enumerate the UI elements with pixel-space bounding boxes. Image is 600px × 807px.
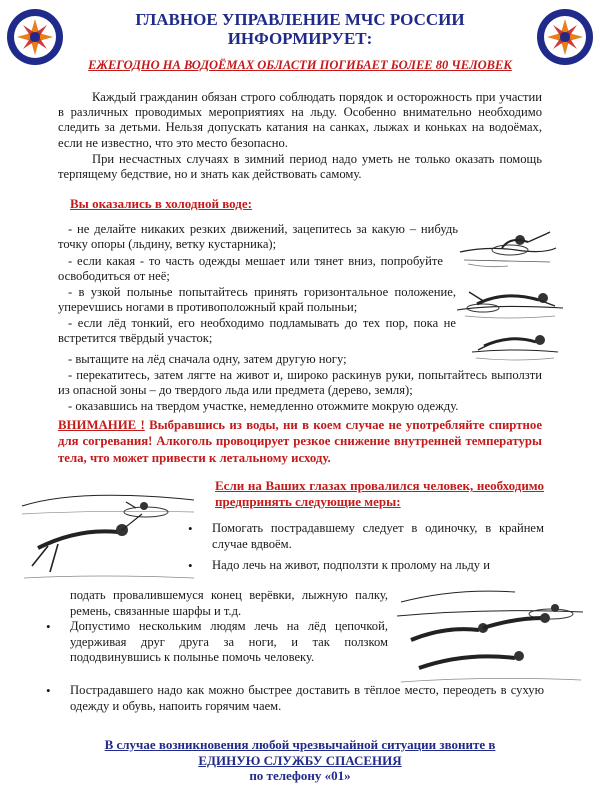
mchs-emblem-right (536, 8, 594, 66)
subtitle: ЕЖЕГОДНО НА ВОДОЁМАХ ОБЛАСТИ ПОГИБАЕТ БОЛЕЕ 80 ЧЕЛОВЕК (88, 58, 512, 72)
illustration-person-rolling (470, 320, 560, 365)
rescue-item-3: Допустимо нескольким людям лечь на лёд цепочкой, удерживая друг друга за ноги, и так ползком пододвинувшись к полынье помочь человеку. (70, 619, 388, 665)
page-title (80, 10, 520, 48)
bullet-marker: • (46, 683, 51, 698)
footer-call-to-action (50, 737, 550, 784)
title-line-2: ИНФОРМИРУЕТ: (227, 29, 373, 48)
intro-paragraph-1: Каждый гражданин обязан строго соблюдать порядок и осторожность при участии в различных проводимых мероприятиях на льду. Особенно внимательно необходимо следить за детьми. Нельзя допускать катания на санках, лыжах и коньках на водоёмах, если не известно, что это место безопасно. (58, 90, 542, 150)
illustration-person-crawling-out (455, 278, 565, 326)
cold-water-item-1: - не делайте никаких резких движений, зацепитесь за какую – нибудь точку опоры (льдину, ветку кустарника); (58, 222, 458, 252)
rescue-item-4: Пострадавшего надо как можно быстрее доставить в тёплое место, переодеть в сухую одежду и обувь, напоить горячим чаем. (70, 683, 544, 713)
rescue-item-2-cont: подать провалившемуся конец верёвки, лыжную палку, ремень, связанные шарфы и т.д. (70, 588, 388, 618)
cold-water-item-7: - оказавшись на твердом участке, немедленно отожмите мокрую одежду. (68, 399, 459, 413)
cold-water-item-5: - вытащите на лёд сначала одну, затем другую ногу; (68, 352, 347, 366)
bullet-marker: • (188, 558, 193, 573)
mchs-emblem-left (6, 8, 64, 66)
intro-paragraph-2: При несчастных случаях в зимний период надо уметь не только оказать помощь терпящему бедствие, но и знать как действовать самому. (58, 152, 542, 182)
warning-text: Выбравшись из воды, ни в коем случае не употребляйте спиртное для согревания! Алкоголь провоцирует резкое снижение внутренней температуры тела, что может привести к летальному исходу. (58, 418, 542, 465)
warning-block (58, 417, 542, 466)
cold-water-item-2: - если какая - то часть одежды мешает или тянет вниз, попробуйте освободиться от неё; (58, 254, 443, 284)
footer-line-3: по телефону «01» (249, 768, 351, 784)
rescue-item-1: Помогать пострадавшему следует в одиночку, в крайнем случае вдвоём. (212, 521, 544, 551)
cold-water-item-4: - если лёд тонкий, его необходимо подламывать до тех пор, пока не встретится твёрдый участок; (58, 316, 456, 346)
rescue-item-2-start: Надо лечь на живот, подползти к пролому на льду и (212, 558, 490, 572)
footer-line-1: В случае возникновения любой чрезвычайной ситуации звоните в (104, 737, 496, 752)
bullet-marker: • (46, 619, 51, 634)
bullet-marker: • (188, 521, 193, 536)
warning-label: ВНИМАНИЕ ! (58, 418, 145, 432)
title-line-1: ГЛАВНОЕ УПРАВЛЕНИЕ МЧС РОССИИ (135, 10, 465, 29)
cold-water-item-6: - перекатитесь, затем лягте на живот и, широко раскинув руки, попытайтесь выползти из опасной зоны – до твердого льда или предмета (дерево, земля); (58, 368, 542, 398)
footer-line-2: ЕДИНУЮ СЛУЖБУ СПАСЕНИЯ (198, 752, 402, 768)
rescue-title: Если на Ваших глазах провалился человек, необходимо предпринять следующие меры: (215, 478, 544, 509)
cold-water-title: Вы оказались в холодной воде: (70, 196, 252, 211)
cold-water-item-3: - в узкой полынье попытайтесь принять горизонтальное положение, упереvшись ногами в противоположный край полыньи; (58, 285, 456, 315)
illustration-human-chain-rescue (395, 578, 585, 688)
illustration-rescuer-crawling (18, 478, 198, 588)
illustration-person-in-ice-hole (458, 222, 558, 280)
